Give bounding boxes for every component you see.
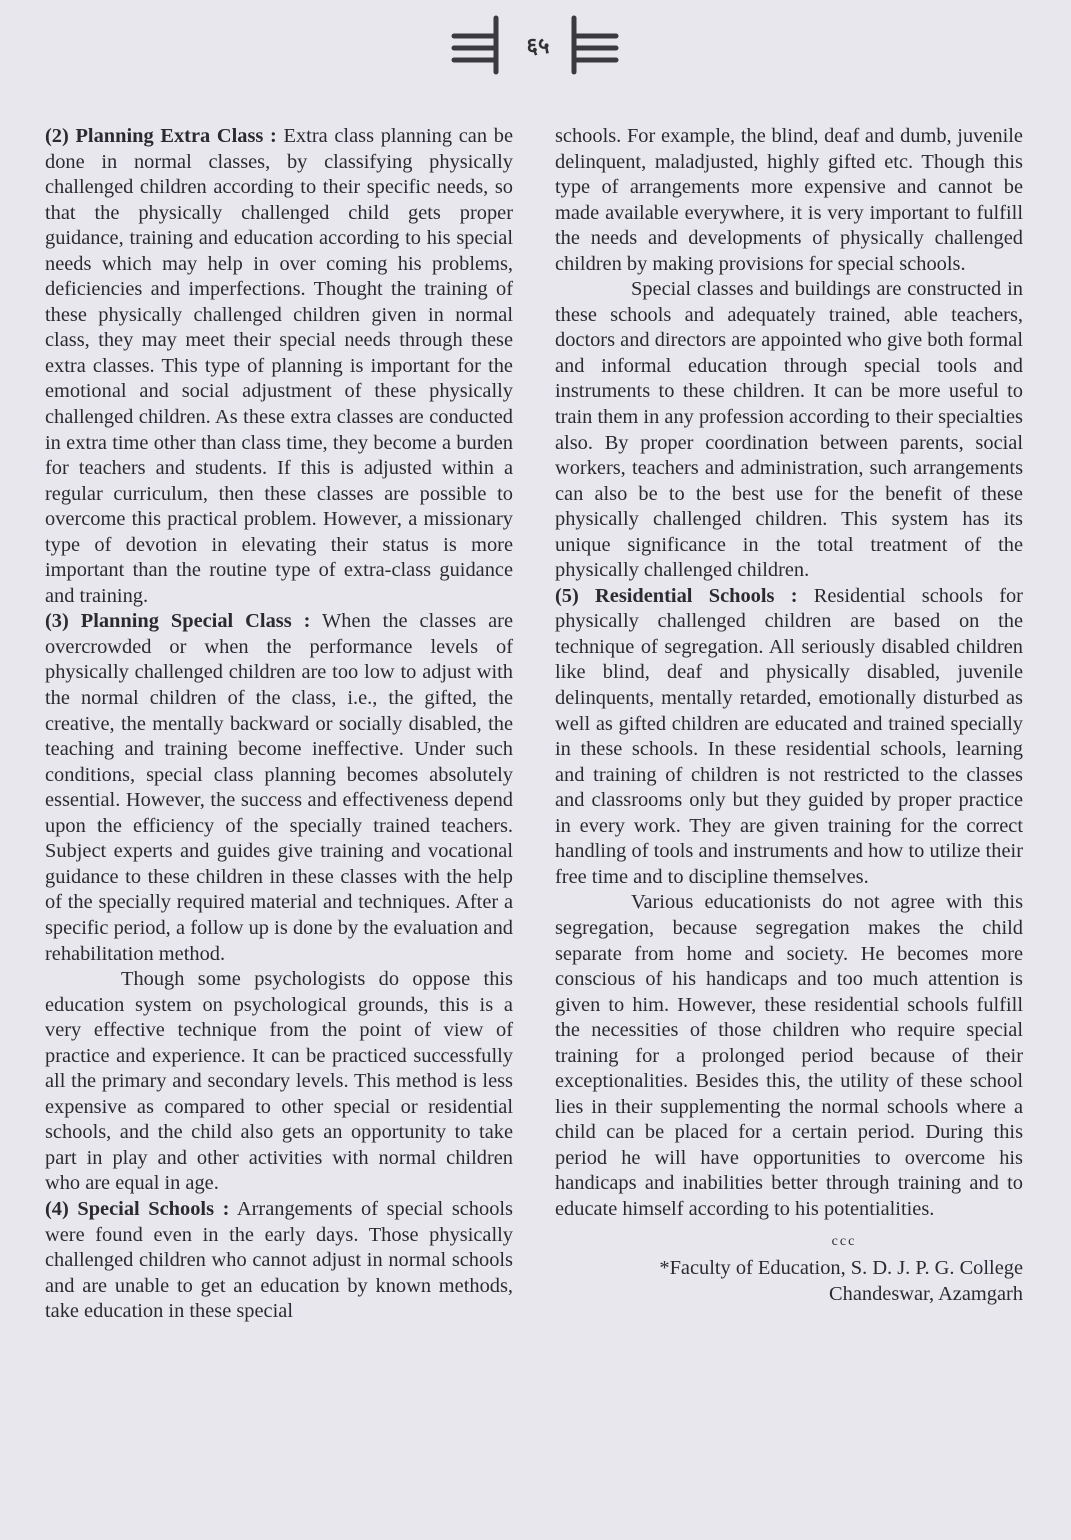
end-mark: ccc: [831, 1233, 857, 1249]
page-header: [0, 0, 1071, 90]
section-planning-extra-class: [45, 124, 513, 609]
affiliation-line: *Faculty of Education, S. D. J. P. G. College: [659, 1257, 1023, 1280]
section-planning-special-class: [45, 609, 513, 967]
paragraph: Though some psychologists do oppose this education system on psychological grounds, this is a very effective technique from the point of view of practice and experience. It can be practiced successfully all the primary and secondary levels. This method is less expensive as compared to other special or residential schools, and the child also gets an opportunity to take part in play and other activities with normal children who are equal in age.: [45, 968, 513, 1195]
author-affiliation: [555, 1256, 1023, 1307]
paragraph: Special classes and buildings are constructed in these schools and adequately trained, able teachers, doctors and directors are appointed who give both formal and informal education through special tools and instruments to these children. It can be more useful to train them in any profession according to their specialties also. By proper coordination between parents, social workers, teachers and administration, such arrangements can also be to the best use for the benefit of these physically challenged children. This system has its unique significance in the total treatment of the physically challenged children.: [555, 278, 1023, 582]
section-body: When the classes are overcrowded or when the performance levels of physically challenged children are too low to adjust with the normal children of the class, i.e., the gifted, the creative, the mentally backward or socially disabled, the teaching and training become ineffective. Under such conditions, special class planning becomes absolutely essential. However, the success and effectiveness depend upon the efficiency of the specially trained teachers. Subject experts and guides give training and vocational guidance to these children in these classes with the help of the specially required material and techniques. After a specific period, a follow up is done by the evaluation and rehabilitation method.: [45, 610, 514, 965]
affiliation-line: Chandeswar, Azamgarh: [829, 1282, 1023, 1305]
section-body: Residential schools for physically challenged children are based on the technique of segregation. All seriously disabled children like blind, deaf and physically disabled, juvenile delinquents, mentally retarded, emotionally disturbed as well as gifted children are educated and trained specially in these schools. In these residential schools, learning and training of children is not restricted to the classes and classrooms only but they guided by proper practice in every work. They are given training for the correct handling of tools and instruments and how to utilize their free time and to discipline themselves.: [555, 584, 1023, 888]
section-heading: (4) Special Schools :: [45, 1197, 230, 1220]
paragraph: schools. For example, the blind, deaf and dumb, juvenile delinquent, maladjusted, highly gifted etc. Though this type of arrangements more expensive and cannot be made available everywhere, it is very important to fulfill the needs and developments of physically challenged children by making provisions for special schools.: [555, 125, 1023, 275]
left-column: [45, 124, 513, 1325]
paragraph: Various educationists do not agree with this segregation, because segregation makes the child separate from home and society. He becomes more conscious of his handicaps and too much attention is given to him. However, these residential schools fulfill the necessities of those children who require special training for a prolonged period because of their exceptionalities. Besides this, the utility of these school lies in their supplementing the normal schools where a child can be placed for a certain period. During this period he will have opportunities to overcome his handicaps and inabilities better through training and to educate himself according to his potentialities.: [555, 891, 1023, 1220]
section-heading: (2) Planning Extra Class :: [45, 125, 277, 147]
right-column: [555, 124, 1023, 1307]
section-body: Extra class planning can be done in normal classes, by classifying physically challenged children according to their specific needs, so that the physically challenged child gets proper guidance, training and education according to his special needs which may help in over coming his problems, deficiencies and imperfections. Thought the training of these physically challenged children given in normal class, they may meet their special needs through these extra classes. This type of planning is important for the emotional and social adjustment of these physically challenged children. As these extra classes are conducted in extra time other than class time, they become a burden for teachers and students. If this is adjusted within a regular curriculum, then these classes are possible to overcome this practical problem. However, a missionary type of devotion in elevating their status is more important than the routine type of extra-class guidance and training.: [45, 125, 513, 607]
section-residential-schools: [555, 584, 1023, 891]
section-heading: (3) Planning Special Class :: [45, 610, 311, 633]
page-number: ६५: [526, 34, 550, 59]
section-special-schools: [45, 1197, 513, 1325]
section-heading: (5) Residential Schools :: [555, 584, 798, 607]
section-body: Arrangements of special schools were found even in the early days. Those physically challenged children who cannot adjust in normal schools and are unable to get an education by known methods, take education in these special: [45, 1197, 513, 1323]
